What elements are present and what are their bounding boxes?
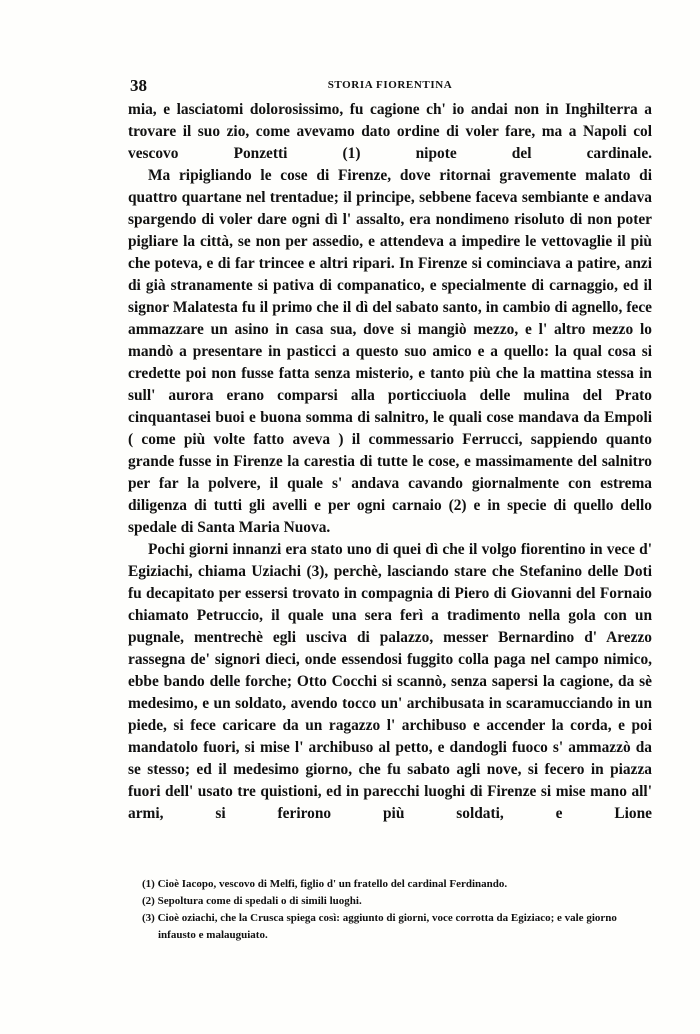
footnote-1: (1) Cioè Iacopo, vescovo di Melfi, figlio d' un fratello del cardinal Ferdinando. (142, 878, 508, 890)
footnote-2: (2) Sepoltura come di spedali o di simili luoghi. (142, 895, 362, 907)
paragraph-2: Ma ripigliando le cose di Firenze, dove ritornai gravemente malato di quattro quartane nel trentadue; il principe, sebbene faceva sembiante e andava spargendo di voler dare ogni dì l' assalto, era nondimeno risoluto di non poter pigliare la città, se non per assedio, e attendeva a impedire le vettovaglie il più che poteva, e di far trincee e altri ripari. In Firenze si cominciava a patire, anzi di già stranamente si pativa di companatico, e specialmente di carnaggio, ed il signor Malatesta fu il primo che il dì del sabato santo, in cambio di agnello, fece ammazzare un asino in casa sua, dove si mangiò mezzo, e l' altro mezzo lo mandò a presentare in pasticci a questo suo amico e a quello: la qual cosa si credette poi non fusse fatta senza misterio, e tanto più che la mattina stessa in sull' aurora erano comparsi alla porticciuola delle mulina del Prato cinquantasei buoi e buona somma di salnitro, le quali cose mandava da Empoli ( come più volte fatto aveva ) il commessario Ferrucci, sappiendo quanto grande fusse in Firenze la carestia di tutte le cose, e massimamente del salnitro per far la polvere, il quale s' andava cavando giornalmente con estrema diligenza di tutti gli avelli e per ogni carnaio (2) e in specie di quello dello spedale di Santa Maria Nuova. (128, 167, 652, 536)
footnotes (142, 876, 652, 944)
page-number: 38 (130, 76, 147, 95)
paragraph-3: Pochi giorni innanzi era stato uno di quei dì che il volgo fiorentino in vece d' Egiziachi, chiama Uziachi (3), perchè, lasciando stare che Stefanino delle Doti fu decapitato per essersi trovato in compagnia di Piero di Giovanni del Fornaio chiamato Petruccio, il quale una sera ferì a tradimento nella gola con un pugnale, mentrechè egli usciva di palazzo, messer Bernardino d' Arezzo rassegna de' signori dieci, onde essendosi fuggito colla paga nel campo nimico, ebbe bando delle forche; Otto Cocchi si scannò, senza sapersi la cagione, da sè medesimo, e un soldato, avendo tocco un' archibusata in scaramucciando in un piede, si fece caricare da un ragazzo l' archibuso e accender la corda, e poi mandatolo fuori, si mise l' archibuso al petto, e dandogli fuoco s' ammazzò da se stesso; ed il medesimo giorno, che fu sabato agli nove, si fecero in piazza fuori dell' usato tre quistioni, ed in parecchi luoghi di Firenze si mise mano all' armi, si ferirono più soldati, e Lione (128, 541, 652, 822)
footnote-3: (3) Cioè oziachi, che la Crusca spiega così: aggiunto di giorni, voce corrotta da Egiziaco; e vale giorno infausto e malauguiato. (142, 912, 617, 941)
paragraph-1: mia, e lasciatomi dolorosissimo, fu cagione ch' io andai non in Inghilterra a trovare il suo zio, come avevamo dato ordine di voler fare, ma a Napoli col vescovo Ponzetti (1) nipote del cardinale. (128, 101, 652, 162)
body-text (128, 99, 652, 825)
page-header (128, 76, 652, 96)
running-title: STORIA FIORENTINA (327, 79, 453, 91)
